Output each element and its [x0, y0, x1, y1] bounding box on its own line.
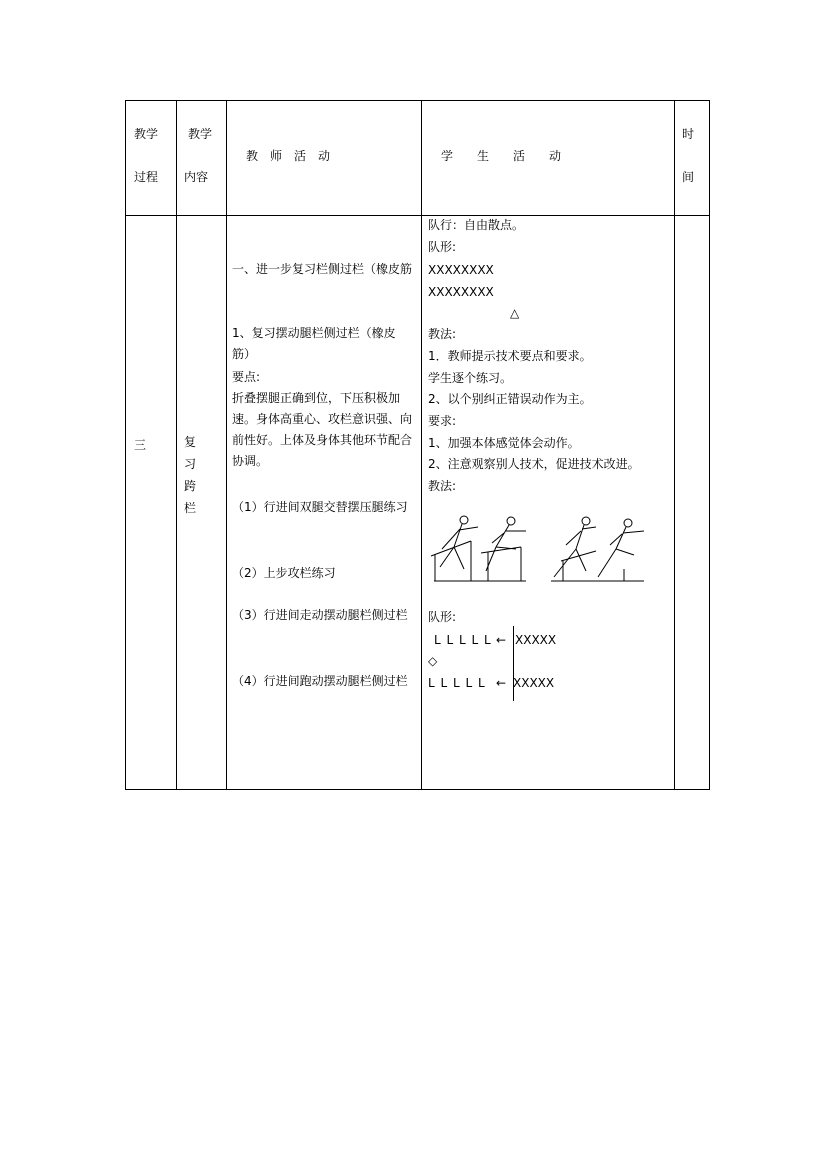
col-divider — [421, 101, 422, 789]
formation-x-row: XXXXX — [513, 676, 555, 690]
header-time-1: 时 — [682, 127, 695, 141]
student-formation-x: XXXXXXXX — [428, 285, 494, 299]
arrow-left-icon: ← — [496, 633, 507, 647]
row-content — [180, 431, 200, 519]
student-line: 1．教师提示技术要点和要求。 — [428, 349, 592, 363]
row-process: 三 — [134, 438, 147, 452]
header-process-1: 教学 — [134, 127, 159, 141]
header-content-1: 教学 — [188, 127, 213, 141]
row-content-char: 栏 — [183, 501, 196, 515]
formation-l-row: L L L L L — [434, 633, 492, 647]
student-line: 要求: — [428, 414, 457, 428]
teacher-sub-heading: 1、复习摆动腿栏侧过栏（橡皮筋） — [232, 326, 396, 361]
col-divider — [176, 101, 177, 789]
student-line: 队形: — [428, 610, 457, 624]
student-line: 队行：自由散点。 — [428, 218, 525, 232]
row-content-char: 跨 — [183, 479, 196, 493]
student-line: 1、加强本体感觉体会动作。 — [428, 436, 580, 450]
header-content-2: 内容 — [184, 170, 209, 184]
lesson-table — [125, 100, 710, 790]
teacher-key-points: 折叠摆腿正确到位，下压积极加速。身体高重心、攻栏意识强、向前性好。上体及身体其他环节配合协调。 — [232, 391, 413, 468]
formation-divider-line — [513, 626, 514, 701]
student-line: 队形: — [428, 240, 457, 254]
student-line: 学生逐个练习。 — [428, 371, 513, 385]
teacher-heading: 一、进一步复习栏侧过栏（橡皮筋 — [232, 262, 413, 276]
header-time-2: 间 — [682, 170, 695, 184]
header-process-2: 过程 — [134, 170, 159, 184]
student-line: 2、以个别纠正错误动作为主。 — [428, 392, 592, 406]
student-line: 教法: — [428, 479, 457, 493]
header-student: 学 生 活 动 — [441, 149, 562, 163]
student-line: 教法: — [428, 327, 457, 341]
teacher-item: （2）上步攻栏练习 — [232, 566, 336, 580]
triangle-icon: △ — [510, 306, 520, 320]
formation-x-row: XXXXX — [515, 633, 557, 647]
teacher-item: （3）行进间走动摆动腿栏侧过栏 — [232, 608, 408, 622]
col-divider — [674, 101, 675, 789]
formation-l-row: L L L L L — [428, 676, 486, 690]
row-content-char: 复 — [183, 435, 196, 449]
arrow-left-icon: ← — [496, 676, 507, 690]
col-divider — [226, 101, 227, 789]
header-teacher: 教 师 活 动 — [246, 149, 331, 163]
diamond-icon: ◇ — [428, 654, 438, 668]
student-line: 2、注意观察别人技术，促进技术改进。 — [428, 457, 640, 471]
teacher-item: （4）行进间跑动摆动腿栏侧过栏 — [232, 674, 408, 688]
teacher-key-label: 要点: — [232, 370, 261, 384]
teacher-item: （1）行进间双腿交替摆压腿练习 — [232, 500, 408, 514]
row-content-char: 习 — [183, 457, 196, 471]
row-divider — [126, 215, 709, 216]
student-formation-x: XXXXXXXX — [428, 263, 494, 277]
hurdle-drill-illustration — [426, 509, 651, 584]
